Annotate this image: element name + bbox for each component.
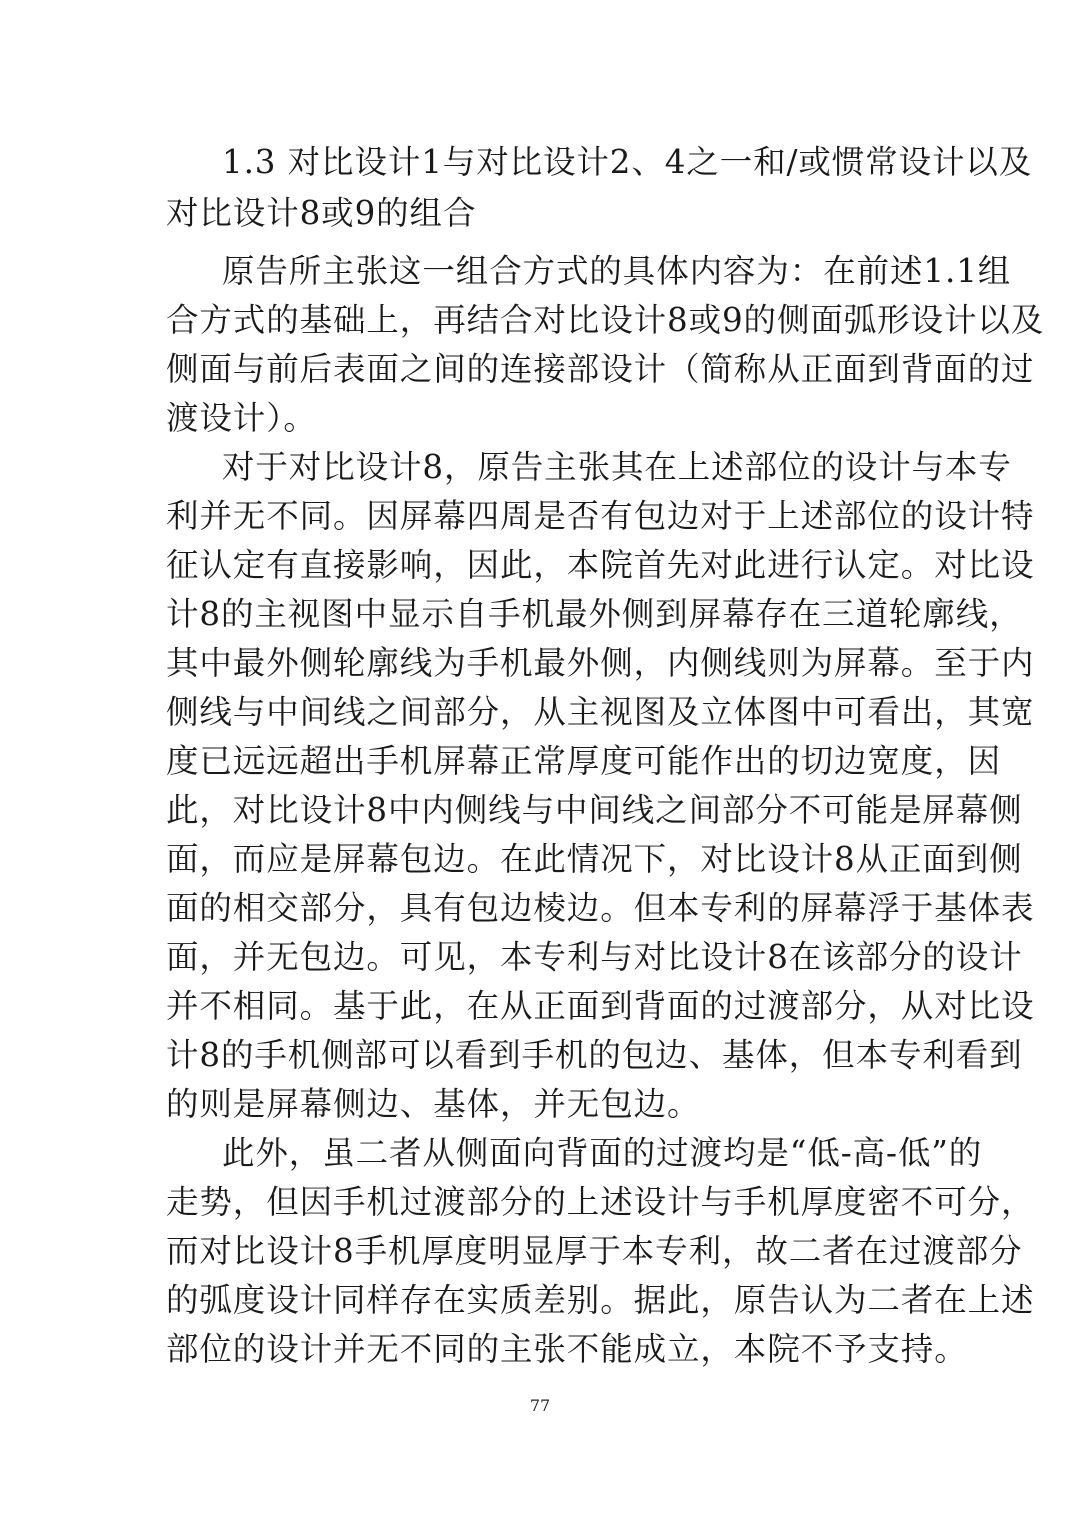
paragraph-2-line-5: 其中最外侧轮廓线为手机最外侧，内侧线则为屏幕。至于内	[166, 644, 1035, 682]
paragraph-2-line-7: 度已远远超出手机屏幕正常厚度可能作出的切边宽度，因	[166, 742, 1002, 780]
paragraph-1-line-1: 原告所主张这一组合方式的具体内容为：在前述1.1组	[222, 252, 1012, 290]
paragraph-1-line-2: 合方式的基础上，再结合对比设计8或9的侧面弧形设计以及	[166, 301, 1045, 339]
paragraph-2-line-6: 侧线与中间线之间部分，从主视图及立体图中可看出，其宽	[166, 693, 1035, 731]
paragraph-2-line-11: 面，并无包边。可见，本专利与对比设计8在该部分的设计	[166, 938, 1023, 976]
paragraph-3-line-2: 走势，但因手机过渡部分的上述设计与手机厚度密不可分，	[166, 1183, 1035, 1221]
paragraph-3-line-3: 而对比设计8手机厚度明显厚于本专利，故二者在过渡部分	[166, 1232, 1023, 1270]
paragraph-2-line-2: 利并无不同。因屏幕四周是否有包边对于上述部位的设计特	[166, 497, 1035, 535]
paragraph-3-line-1: 此外，虽二者从侧面向背面的过渡均是“低-高-低”的	[222, 1134, 983, 1172]
paragraph-3-line-4: 的弧度设计同样存在实质差别。据此，原告认为二者在上述	[166, 1281, 1035, 1319]
paragraph-2-line-9: 面，而应是屏幕包边。在此情况下，对比设计8从正面到侧	[166, 840, 1023, 878]
paragraph-2-line-4: 计8的主视图中显示自手机最外侧到屏幕存在三道轮廓线，	[166, 595, 1023, 633]
paragraph-3-line-5: 部位的设计并无不同的主张不能成立，本院不予支持。	[166, 1330, 968, 1368]
paragraph-2-line-8: 此，对比设计8中内侧线与中间线之间部分不可能是屏幕侧	[166, 791, 1023, 829]
paragraph-2-line-1: 对于对比设计8，原告主张其在上述部位的设计与本专	[222, 448, 1012, 486]
paragraph-1-line-4: 渡设计）。	[166, 399, 317, 437]
section-heading-line-2: 对比设计8或9的组合	[166, 194, 477, 232]
paragraph-2-line-3: 征认定有直接影响，因此，本院首先对此进行认定。对比设	[166, 546, 1035, 584]
paragraph-2-line-13: 计8的手机侧部可以看到手机的包边、基体，但本专利看到	[166, 1036, 1023, 1074]
section-heading-line-1: 1.3 对比设计1与对比设计2、4之一和/或惯常设计以及	[222, 143, 1033, 181]
page-number: 77	[529, 1396, 551, 1415]
paragraph-2-line-14: 的则是屏幕侧边、基体，并无包边。	[166, 1085, 701, 1123]
paragraph-2-line-12: 并不相同。基于此，在从正面到背面的过渡部分，从对比设	[166, 987, 1035, 1025]
paragraph-2-line-10: 面的相交部分，具有包边棱边。但本专利的屏幕浮于基体表	[166, 889, 1035, 927]
paragraph-1-line-3: 侧面与前后表面之间的连接部设计（简称从正面到背面的过	[166, 350, 1035, 388]
